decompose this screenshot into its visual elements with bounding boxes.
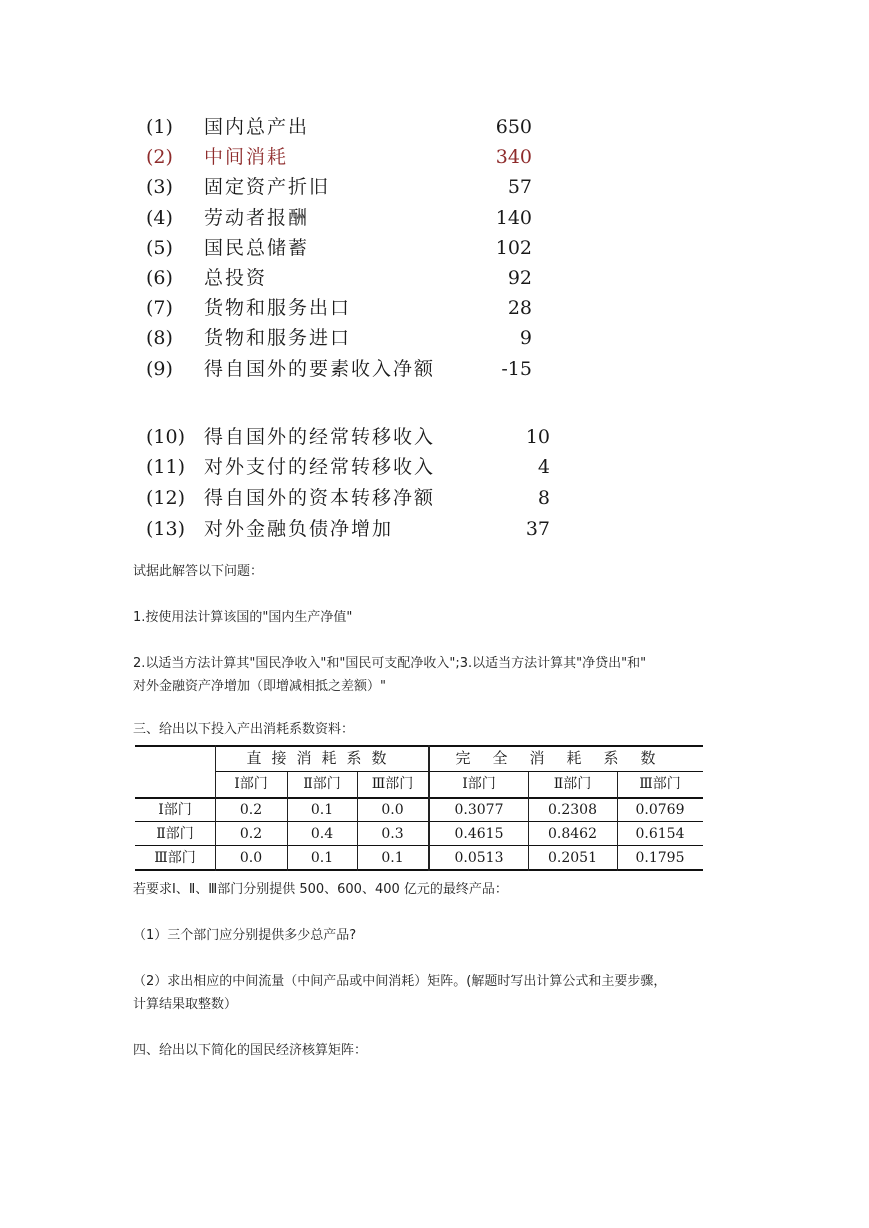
- section-4-heading: 四、给出以下简化的国民经济核算矩阵：: [133, 1043, 368, 1058]
- indicator-number: (6): [146, 267, 173, 289]
- indicator-label: 货物和服务出口: [204, 297, 352, 319]
- column-header: Ⅲ部门: [371, 776, 414, 792]
- table-cell: 0.0: [239, 850, 263, 866]
- table-cell: 0.4615: [454, 826, 504, 842]
- row-label: Ⅱ部门: [156, 826, 194, 842]
- indicator-number: (13): [146, 518, 186, 540]
- indicator-value: 8: [537, 487, 550, 509]
- indicator-row: [146, 514, 566, 544]
- indicator-label: 对外金融负债净增加: [204, 518, 394, 540]
- indicator-label: 劳动者报酬: [204, 207, 310, 229]
- table-cell: 0.2308: [548, 802, 597, 818]
- table-cell: 0.4: [310, 826, 334, 842]
- question-2-line1: 2.以适当方法计算其"国民净收入"和"国民可支配净收入";3.以适当方法计算其"净贷出"和": [133, 656, 647, 671]
- indicator-number: (4): [146, 207, 173, 229]
- table-cell: 0.3: [381, 826, 404, 842]
- indicator-value: 102: [495, 237, 532, 259]
- table-group-rule: [215, 771, 703, 772]
- table-cell: 0.1: [310, 802, 334, 818]
- indicator-label: 得自国外的资本转移净额: [204, 487, 436, 509]
- indicator-row: [146, 483, 566, 513]
- indicator-number: (1): [146, 116, 173, 138]
- table-cell: 0.0769: [635, 802, 685, 818]
- question-2-line2: 对外金融资产净增加（即增减相抵之差额）": [133, 679, 386, 694]
- requirement-text: 若要求Ⅰ、Ⅱ、Ⅲ部门分别提供 500、600、400 亿元的最终产品：: [133, 882, 508, 897]
- indicator-label: 国民总储蓄: [204, 237, 310, 259]
- intro-text: 试据此解答以下问题：: [133, 564, 264, 579]
- table-cell: 0.2: [239, 802, 263, 818]
- indicator-row: [146, 172, 566, 202]
- sub-question-1: （1）三个部门应分别提供多少总产品?: [133, 928, 357, 943]
- indicator-label: 总投资: [204, 267, 268, 289]
- indicator-number: (12): [146, 487, 186, 509]
- indicator-number: (3): [146, 176, 173, 198]
- indicator-label: 货物和服务进口: [204, 327, 352, 349]
- indicator-value: 4: [537, 456, 550, 478]
- table-cell: 0.1: [381, 850, 404, 866]
- group-header-direct: 直接消耗系数: [246, 749, 397, 767]
- indicator-value: -15: [501, 358, 532, 380]
- indicator-row: [146, 323, 566, 353]
- indicator-value: 9: [519, 327, 532, 349]
- coefficient-table: [135, 745, 703, 871]
- table-cell: 0.0: [381, 802, 404, 818]
- indicator-number: (11): [146, 456, 186, 478]
- group-header-total: 完全消耗系数: [455, 749, 678, 767]
- indicator-row: [146, 263, 566, 293]
- indicator-row: [146, 142, 566, 172]
- sub-question-2-line2: 计算结果取整数）: [133, 997, 238, 1012]
- indicator-label: 固定资产折旧: [204, 176, 331, 198]
- indicator-label: 得自国外的要素收入净额: [204, 358, 436, 380]
- table-cell: 0.2051: [548, 850, 597, 866]
- indicator-label: 国内总产出: [204, 116, 310, 138]
- indicator-value: 140: [495, 207, 532, 229]
- indicator-row: [146, 293, 566, 323]
- indicator-label: 得自国外的经常转移收入: [204, 426, 436, 448]
- table-cell: 0.2: [239, 826, 263, 842]
- section-3-heading: 三、给出以下投入产出消耗系数资料：: [133, 722, 355, 737]
- indicator-value: 28: [507, 297, 532, 319]
- column-header: Ⅰ部门: [234, 776, 268, 792]
- indicator-label: 对外支付的经常转移收入: [204, 456, 436, 478]
- table-cell: 0.6154: [635, 826, 685, 842]
- indicator-number: (10): [146, 426, 186, 448]
- row-label: Ⅲ部门: [154, 850, 196, 866]
- indicator-number: (2): [146, 146, 173, 168]
- row-label: Ⅰ部门: [158, 802, 192, 818]
- sub-question-2-line1: （2）求出相应的中间流量（中间产品或中间消耗）矩阵。(解题时写出计算公式和主要步骤，: [133, 974, 667, 989]
- column-header: Ⅰ部门: [462, 776, 496, 792]
- indicator-value: 57: [507, 176, 532, 198]
- table-cell: 0.0513: [454, 850, 504, 866]
- indicator-row: [146, 112, 566, 142]
- column-header: Ⅱ部门: [553, 776, 592, 792]
- indicator-number: (5): [146, 237, 173, 259]
- indicator-row: [146, 233, 566, 263]
- indicator-row: [146, 422, 566, 452]
- indicator-value: 10: [525, 426, 550, 448]
- table-cell: 0.3077: [454, 802, 504, 818]
- column-header: Ⅱ部门: [303, 776, 341, 792]
- indicator-label: 中间消耗: [204, 146, 289, 168]
- indicator-row: [146, 452, 566, 482]
- indicator-number: (9): [146, 358, 173, 380]
- indicator-number: (8): [146, 327, 173, 349]
- table-cell: 0.1795: [635, 850, 685, 866]
- column-header: Ⅲ部门: [639, 776, 681, 792]
- table-cell: 0.1: [310, 850, 334, 866]
- indicator-value: 340: [495, 146, 532, 168]
- indicator-number: (7): [146, 297, 173, 319]
- indicator-value: 92: [507, 267, 532, 289]
- indicator-value: 650: [495, 116, 532, 138]
- indicator-value: 37: [525, 518, 550, 540]
- indicator-row: [146, 203, 566, 233]
- question-1: 1.按使用法计算该国的"国内生产净值": [133, 610, 353, 625]
- indicator-row: [146, 354, 566, 384]
- table-cell: 0.8462: [548, 826, 597, 842]
